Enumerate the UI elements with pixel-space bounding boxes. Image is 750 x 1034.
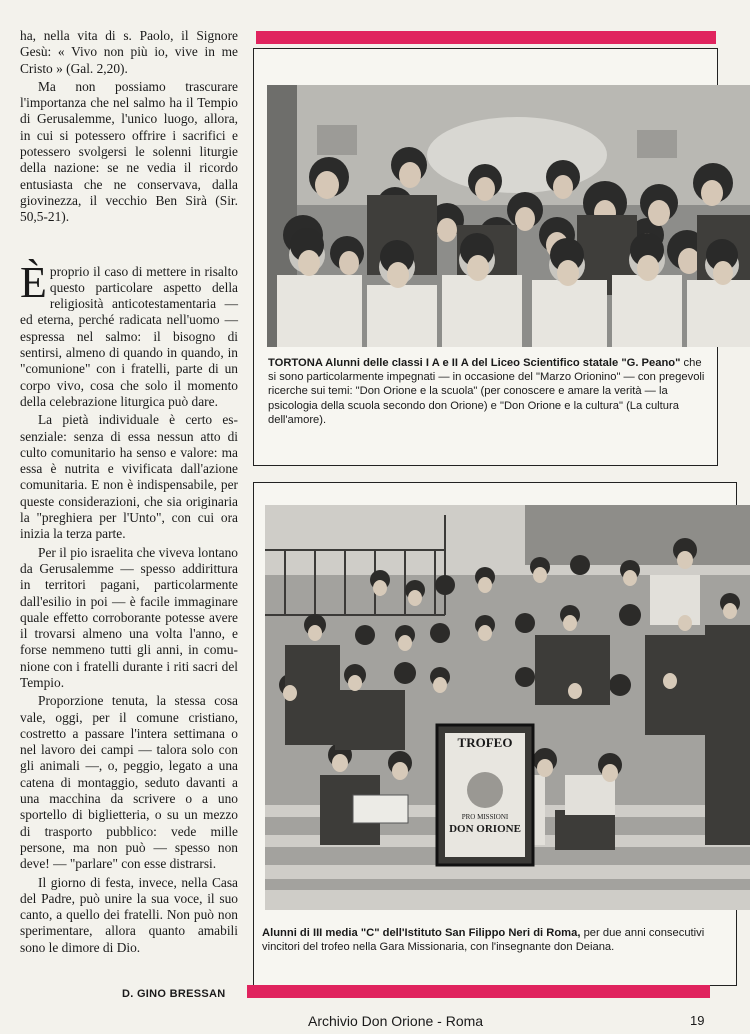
bottom-accent-bar xyxy=(247,985,710,998)
top-accent-bar xyxy=(256,31,716,44)
article-column xyxy=(20,28,238,958)
photo1-caption-title: TORTONA Alunni delle classi I A e II A del Liceo Scientifico statale "G. Peano" xyxy=(268,357,681,369)
photo2-caption xyxy=(262,926,732,954)
photo1-image xyxy=(267,85,750,347)
banner-line-1: TROFEO xyxy=(457,735,513,750)
photo2-caption-text: per due anni consecutivi vincitori del trofeo nella Gara Missionaria, con l'insegnante don Deiana. xyxy=(262,927,705,954)
trophy-banner xyxy=(445,737,525,835)
photo1-caption xyxy=(268,356,708,427)
paragraph-3-text: proprio il caso di mettere in risalto questo particolare aspetto della religiosità anticotestamentaria — ed eterna, perché radicata nell'uomo — espressa nel salmo: il bisogno di sentirsi, almeno di quando in quando, in "comunione" con i fratelli, parte di un corpo vivo, cosa che solo il momento della celebrazione liturgica può dare. xyxy=(20,263,238,409)
paragraph-5: Per il pio israelita che viveva lontano da Gerusalemme — spesso addirittura in territori pagani, particolarmente dall'esilio in poi — è facile immaginare quale effetto corroborante potesse avere il trovarsi almeno una volta l'anno, e forse nemmeno tutti gli anni, in comunione con i fratelli durante i riti sacri del Tempio. xyxy=(20,544,238,690)
banner-line-2: PRO MISSIONI xyxy=(461,813,509,821)
paragraph-3 xyxy=(20,257,238,411)
archive-footer: Archivio Don Orione - Roma xyxy=(308,1013,484,1029)
banner-line-3: DON ORIONE xyxy=(449,823,521,835)
photo2-image xyxy=(265,505,750,910)
article-author: D. GINO BRESSAN xyxy=(122,988,226,1000)
photo1-tortona-class xyxy=(267,85,750,347)
paragraph-4: La pietà individuale è certo essenziale: senza di essa nessun atto di culto comunitario ha senso e valore: ma essa è nutrita e vivificata dall'azione comunitaria. E non è indispensabile, per queste considerazioni, che sia originaria la "preghiera per l'Unto", con cui ora inizia la terza parte. xyxy=(20,412,238,542)
photo2-caption-title: Alunni di III media "C" dell'Istituto San Filippo Neri di Roma, xyxy=(262,927,581,939)
photo2-roma-class xyxy=(265,505,750,910)
drop-cap: È xyxy=(20,257,47,307)
paragraph-2: Ma non possiamo trascurare l'importanza che nel salmo ha il Tempio di Gerusalemme, l'unico luogo, allora, in cui si potessero offrire i sacrifici e potessero svolgersi le solenni liturgie della nazione: se ne vedia il ricordo entusiasta che ne conservava, dalla giovinezza, il vecchio Ben Sirà (Sir. 50,5-21). xyxy=(20,78,238,225)
paragraph-6: Proporzione tenuta, la stessa cosa vale, oggi, per il comune cristiano, costretto a passare l'intera settimana o nel lavoro dei campi — talora solo con gli animali —, o, peggio, legato a una catena di montaggio, seduto davanti a una macchina da scrivere o a uno sportello di biglietteria, o su un mezzo di trasporto pubblico: vede mille persone, ma non può — spesso non deve! — "parlare" con esse distrarsi. xyxy=(20,693,238,872)
paragraph-7: Il giorno di festa, invece, nella Casa del Padre, può unire la sua voce, il suo canto, a quello dei fratelli. Non può non sperimentare, allora quanto amabili sono le dimore di Dio. xyxy=(20,874,238,955)
photo1-caption-text: che si sono particolarmente impegnati — in occasione del "Marzo Orionino" — con pregevoli ricerche sui temi: "Don Orione e la scuola" (per conoscere e amare la verità — la psicologia della scuola secondo don Orione) e "Don Orione e la cultura" (La cultura dell'amore). xyxy=(268,357,705,426)
page-number: 19 xyxy=(690,1013,705,1028)
paragraph-1: ha, nella vita di s. Paolo, il Signore Gesù: « Vivo non più io, vive in me Cristo » (Gal. 2,20). xyxy=(20,28,238,76)
